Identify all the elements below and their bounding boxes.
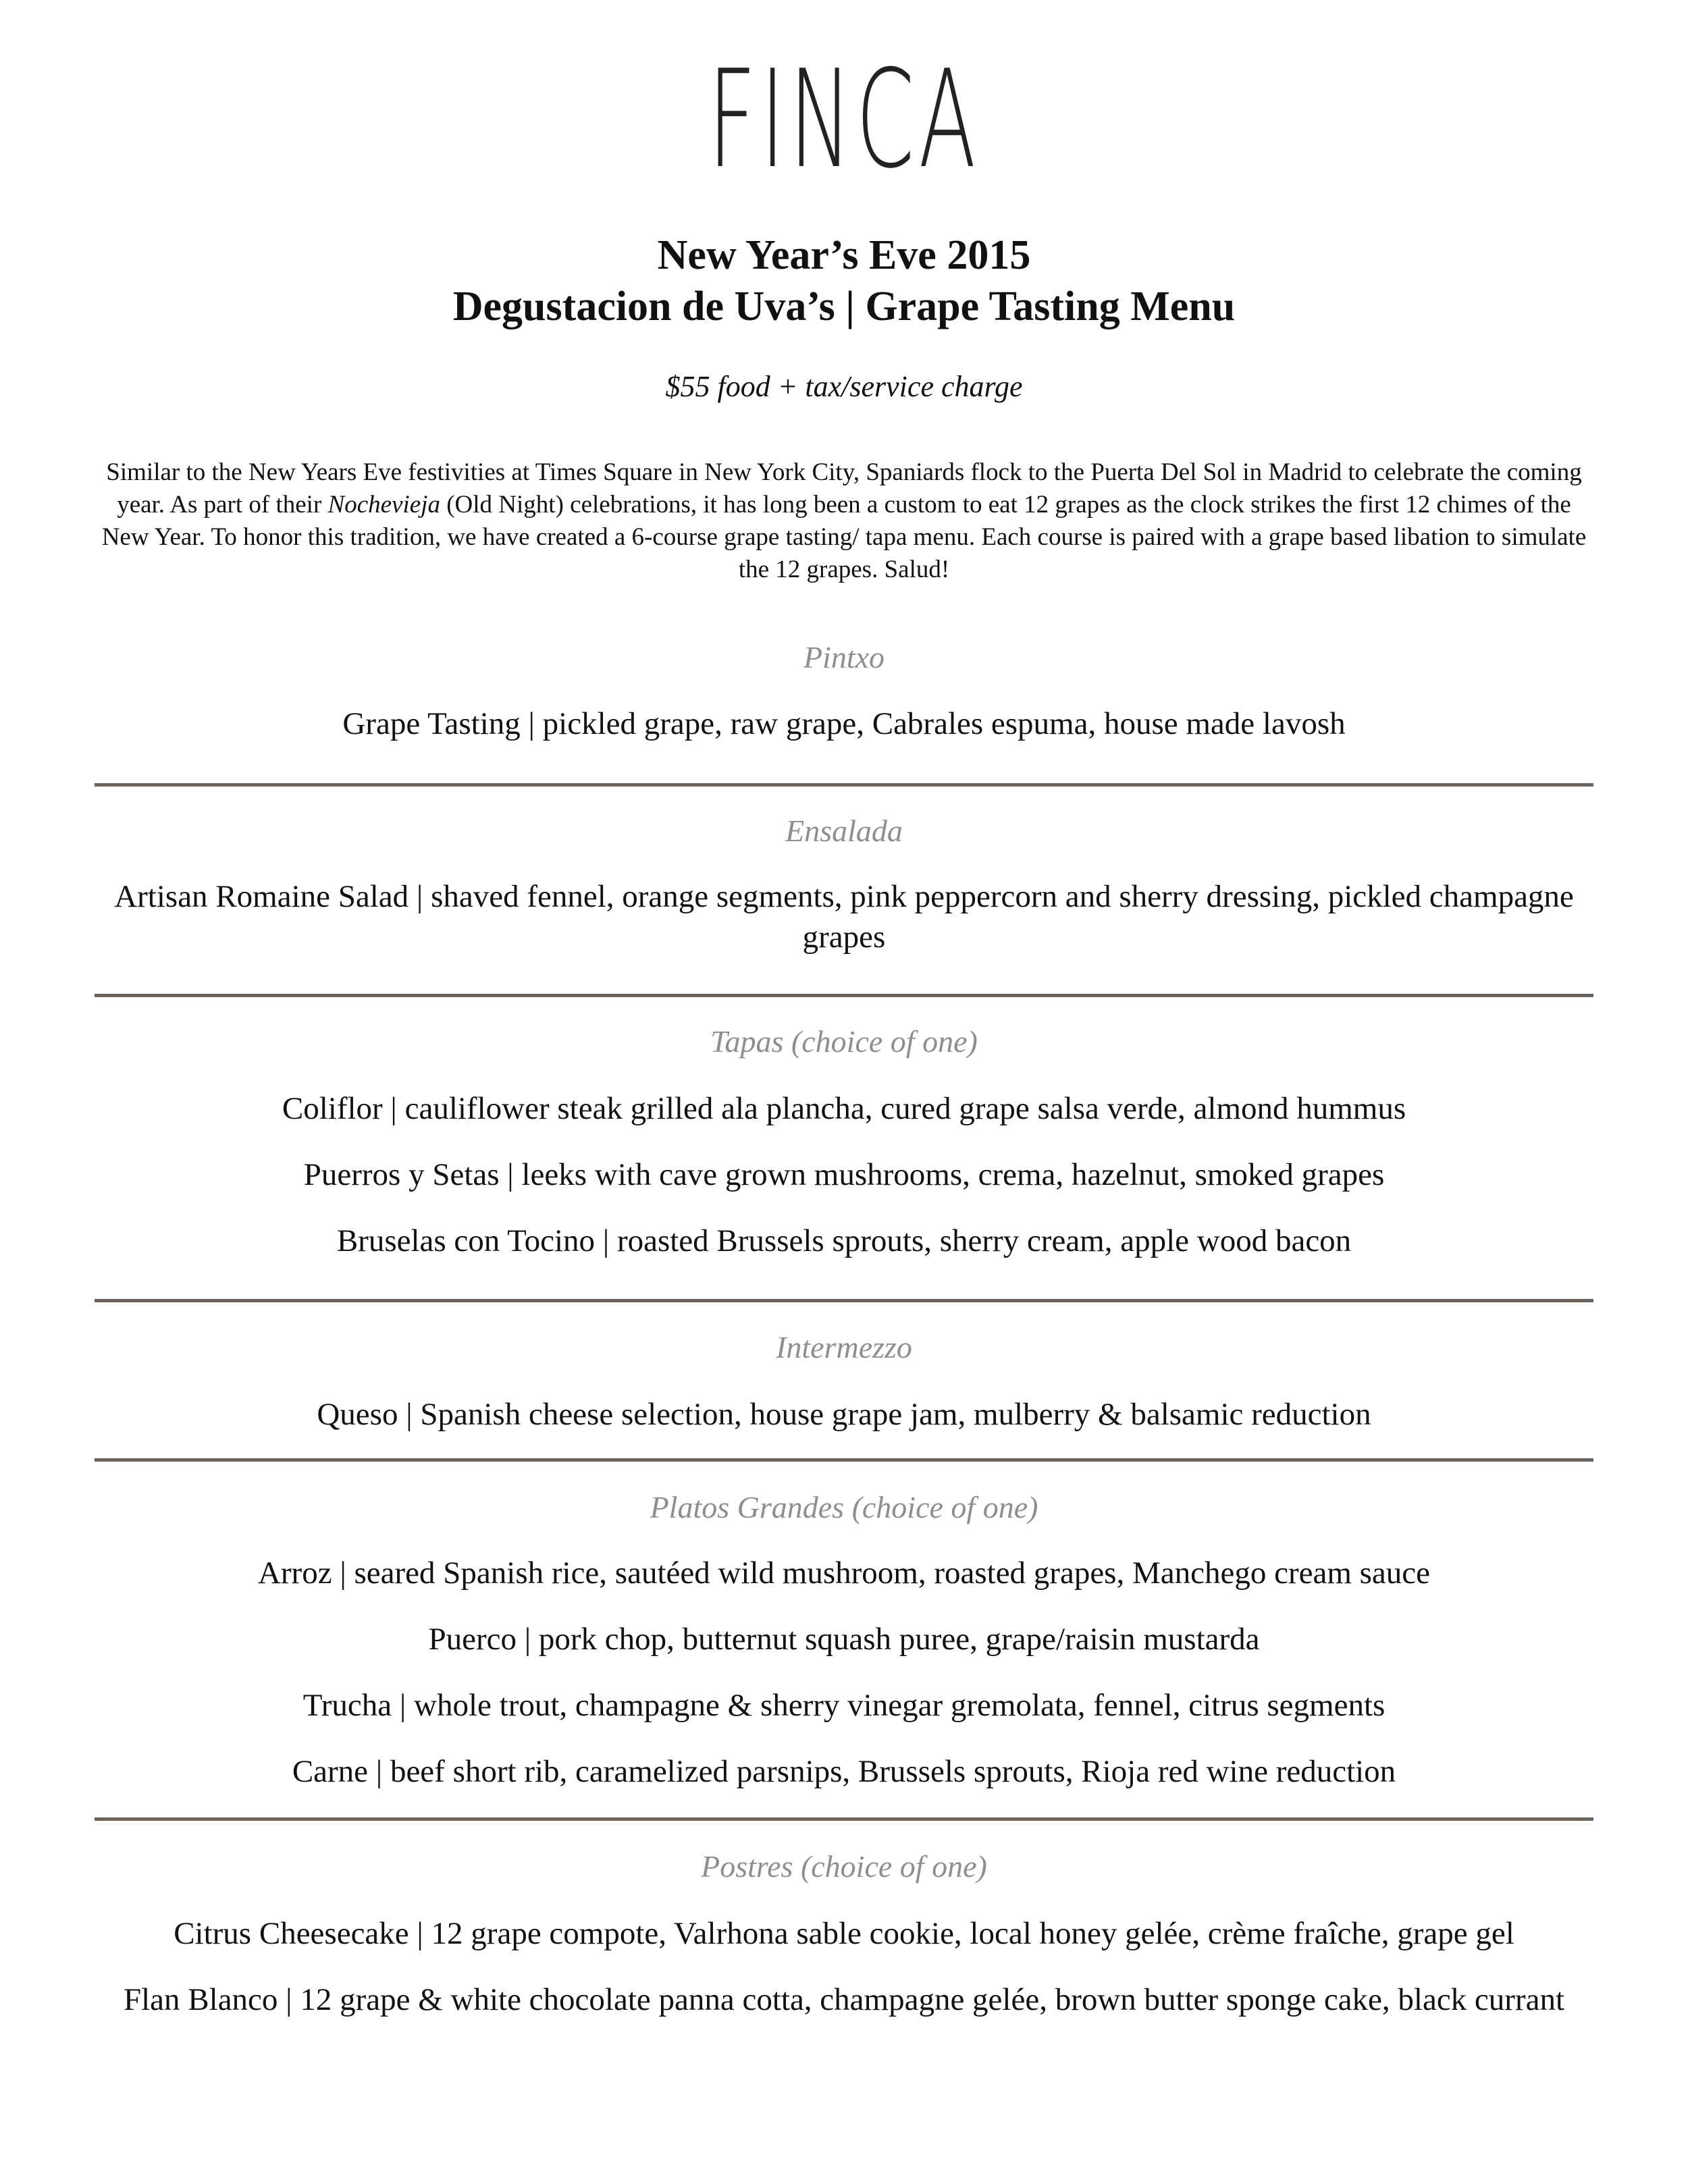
intro-paragraph xyxy=(101,456,1587,586)
menu-item: Artisan Romaine Salad | shaved fennel, orange segments, pink peppercorn and sherry dressing, pickled champagne grapes xyxy=(114,879,1574,955)
menu-item: Arroz | seared Spanish rice, sautéed wild mushroom, roasted grapes, Manchego cream sauce xyxy=(257,1555,1431,1591)
section-divider xyxy=(95,1817,1593,1821)
section-divider xyxy=(95,783,1593,787)
section-title-tapas: Tapas (choice of one) xyxy=(710,1024,978,1059)
menu-item: Flan Blanco | 12 grape & white chocolate panna cotta, champagne gelée, brown butter sponge cake, black currant xyxy=(123,1982,1565,2017)
section-title-ensalada: Ensalada xyxy=(785,814,903,848)
menu-item: Puerros y Setas | leeks with cave grown mushrooms, crema, hazelnut, smoked grapes xyxy=(303,1157,1385,1192)
price-line: $55 food + tax/service charge xyxy=(665,370,1023,403)
menu-item: Coliflor | cauliflower steak grilled ala plancha, cured grape salsa verde, almond hummus xyxy=(282,1091,1406,1126)
menu-item: Trucha | whole trout, champagne & sherry vinegar gremolata, fennel, citrus segments xyxy=(302,1688,1386,1723)
section-divider xyxy=(95,1458,1593,1462)
menu-item: Carne | beef short rib, caramelized parsnips, Brussels sprouts, Rioja red wine reduction xyxy=(292,1754,1396,1789)
intro-text-1: Similar to the New Years Eve festivities at Times Square in New York City, Spaniards flock to the Puerta Del Sol in Madrid to celebrate the coming year. As part of their xyxy=(106,458,1582,518)
menu-subtitle: Degustacion de Uva’s | Grape Tasting Menu xyxy=(452,284,1236,329)
menu-item: Citrus Cheesecake | 12 grape compote, Valrhona sable cookie, local honey gelée, crème fraîche, grape gel xyxy=(174,1916,1514,1951)
section-title-postres: Postres (choice of one) xyxy=(701,1849,987,1884)
menu-title: New Year’s Eve 2015 xyxy=(657,232,1031,278)
intro-text-2: (Old Night) celebrations, it has long been a custom to eat 12 grapes as the clock strikes the first 12 chimes of the New Year. To honor this tradition, we have created a 6-course grape tasting/ tapa menu. Each course is paired with a grape based libation to simulate the 12 grapes. Salud! xyxy=(101,491,1587,583)
menu-item: Bruselas con Tocino | roasted Brussels sprouts, sherry cream, apple wood bacon xyxy=(336,1223,1352,1258)
section-title-pintxo: Pintxo xyxy=(803,640,885,674)
section-divider xyxy=(95,1299,1593,1302)
menu-item: Queso | Spanish cheese selection, house grape jam, mulberry & balsamic reduction xyxy=(317,1397,1371,1432)
intro-italic-term: Nochevieja xyxy=(327,491,440,518)
finca-logo: FINCA xyxy=(708,41,980,198)
section-title-platos-grandes: Platos Grandes (choice of one) xyxy=(650,1490,1038,1524)
section-divider xyxy=(95,994,1593,997)
menu-item: Puerco | pork chop, butternut squash puree, grape/raisin mustarda xyxy=(428,1622,1260,1657)
section-title-intermezzo: Intermezzo xyxy=(776,1330,912,1364)
menu-item: Grape Tasting | pickled grape, raw grape, Cabrales espuma, house made lavosh xyxy=(342,706,1346,741)
